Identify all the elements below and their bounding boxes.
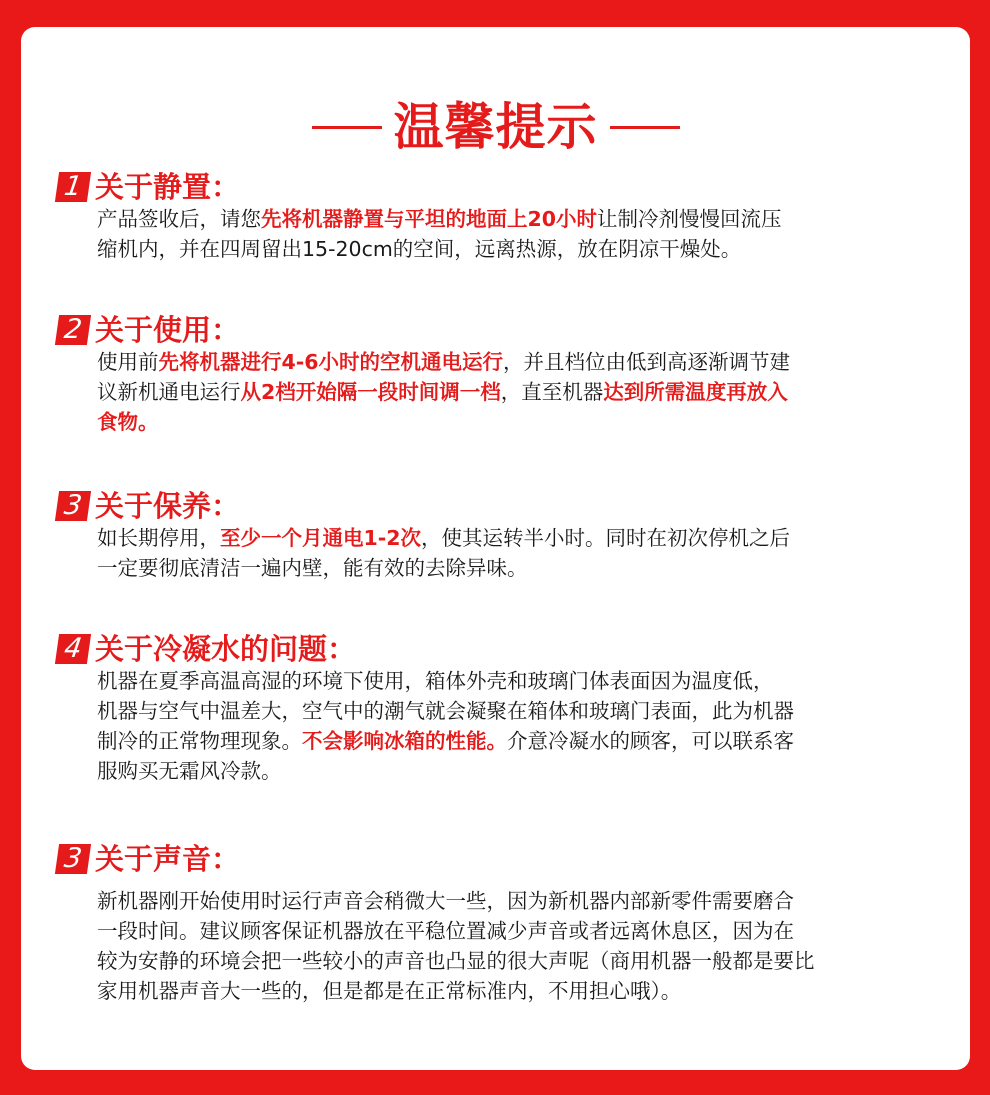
section-body (97, 523, 937, 583)
highlight-text: 从2档开始隔一段时间调一档 (240, 380, 501, 404)
section-header (57, 170, 937, 204)
body-line: 机器与空气中温差大，空气中的潮气就会凝聚在箱体和玻璃门表面，此为机器 (97, 699, 794, 723)
body-line (97, 204, 937, 234)
text-run: 让制冷剂慢慢回流压 (597, 207, 782, 231)
section-number-badge: 3 (55, 844, 91, 874)
section-condensation (57, 632, 937, 786)
highlight-text: 至少一个月通电1-2次 (220, 526, 422, 550)
text-run: 产品签收后，请您 (97, 207, 261, 231)
section-body (97, 666, 937, 786)
highlight-text: 先将机器进行4-6小时的空机通电运行 (158, 350, 504, 374)
text-run: 如长期停用， (97, 526, 220, 550)
section-heading: 关于静置： (95, 170, 241, 204)
body-line (97, 377, 937, 407)
section-header (57, 842, 937, 876)
body-line: 机器在夏季高温高湿的环境下使用，箱体外壳和玻璃门体表面因为温度低， (97, 669, 774, 693)
body-line: 服购买无霜风冷款。 (97, 759, 282, 783)
body-line: 较为安静的环境会把一些较小的声音也凸显的很大声呢（商用机器一般都是要比 (97, 949, 815, 973)
title-dash-left (312, 126, 382, 129)
body-line: 一段时间。建议顾客保证机器放在平稳位置减少声音或者远离休息区，因为在 (97, 919, 794, 943)
section-header (57, 489, 937, 523)
title-dash-right (610, 126, 680, 129)
title-row (21, 97, 970, 157)
highlight-text: 不会影响冰箱的性能。 (302, 729, 507, 753)
section-body (97, 886, 937, 1006)
highlight-text: 先将机器静置与平坦的地面上20小时 (261, 207, 598, 231)
body-line: 食物。 (97, 410, 159, 434)
text-run: 使用前 (97, 350, 159, 374)
section-body (97, 347, 937, 437)
body-line: 新机器刚开始使用时运行声音会稍微大一些，因为新机器内部新零件需要磨合 (97, 889, 794, 913)
section-maintenance (57, 489, 937, 583)
page-title: 温馨提示 (393, 98, 598, 156)
body-line: 家用机器声音大一些的，但是都是在正常标准内，不用担心哦）。 (97, 979, 682, 1003)
section-standing (57, 170, 937, 264)
body-line (97, 726, 937, 756)
section-number-badge: 3 (55, 491, 91, 521)
text-run: ，直至机器 (500, 380, 604, 404)
section-number-badge: 2 (55, 315, 91, 345)
section-number-badge: 4 (55, 634, 91, 664)
text-run: ，并且档位由低到高逐渐调节建 (503, 350, 791, 374)
notice-card (21, 27, 970, 1070)
text-run: 议新机通电运行 (97, 380, 241, 404)
body-line: 缩机内，并在四周留出15-20cm的空间，远离热源，放在阴凉干燥处。 (97, 237, 742, 261)
text-run: ，使其运转半小时。同时在初次停机之后 (421, 526, 791, 550)
body-line (97, 347, 937, 377)
section-noise (57, 842, 937, 1006)
body-line: 一定要彻底清洁一遍内壁，能有效的去除异味。 (97, 556, 528, 580)
section-number-badge: 1 (55, 172, 91, 202)
section-header (57, 313, 937, 347)
text-run: 制冷的正常物理现象。 (97, 729, 302, 753)
text-run: 介意冷凝水的顾客，可以联系客 (507, 729, 794, 753)
section-heading: 关于声音： (95, 842, 241, 876)
section-heading: 关于保养： (95, 489, 241, 523)
body-line (97, 523, 937, 553)
section-header (57, 632, 937, 666)
highlight-text: 达到所需温度再放入 (603, 380, 788, 404)
section-heading: 关于使用： (95, 313, 241, 347)
section-body (97, 204, 937, 264)
section-usage (57, 313, 937, 437)
section-heading: 关于冷凝水的问题： (95, 632, 357, 666)
